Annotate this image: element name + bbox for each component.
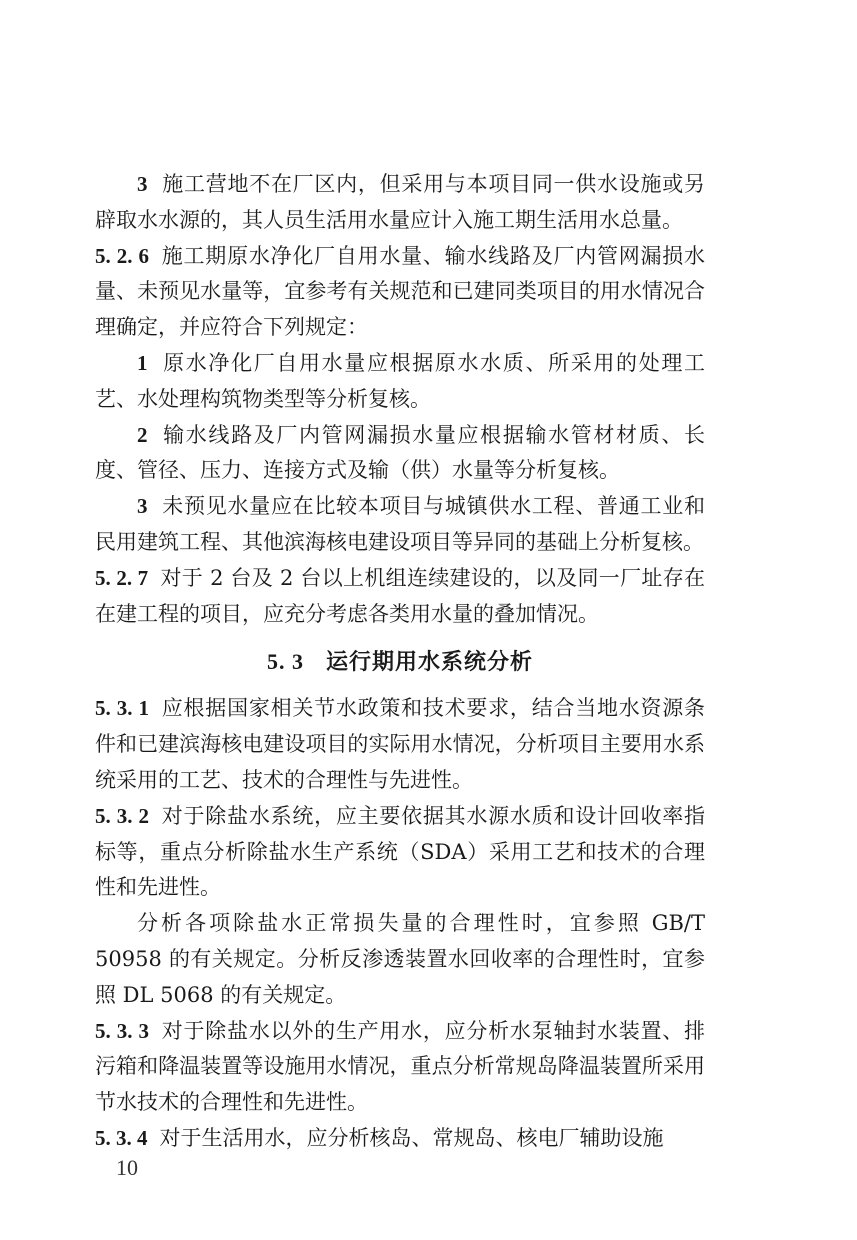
- clause-number: 5. 3. 3: [95, 1018, 150, 1043]
- item-3-unforeseen-water: [95, 489, 705, 561]
- item-text: 未预见水量应在比较本项目与城镇供水工程、普通工业和民用建筑工程、其他滨海核电建设项目等异同的基础上分析复核。: [95, 494, 705, 554]
- item-text: 输水线路及厂内管网漏损水量应根据输水管材材质、长度、管径、压力、连接方式及输（供）水量等分析复核。: [95, 422, 705, 483]
- item-number: 3: [137, 494, 148, 519]
- item-number: 3: [137, 172, 148, 196]
- section-number: 5. 3: [266, 649, 304, 675]
- item-number: 2: [137, 422, 148, 447]
- clause-text: 应根据国家相关节水政策和技术要求，结合当地水资源条件和已建滨海核电建设项目的实际用水情况，分析项目主要用水系统采用的工艺、技术的合理性与先进性。: [95, 696, 706, 792]
- item-3-construction-camp: [95, 167, 705, 239]
- document-body: [95, 167, 705, 1157]
- clause-text: 对于生活用水，应分析核岛、常规岛、核电厂辅助设施: [159, 1125, 664, 1150]
- paragraph-desalinated-water-loss: [95, 906, 705, 1013]
- clause-text: 施工期原水净化厂自用水量、输水线路及厂内管网漏损水量、未预见水量等，宜参考有关规范和已建同类项目的用水情况合理确定，并应符合下列规定：: [95, 243, 706, 340]
- clause-number: 5. 3. 2: [95, 803, 150, 828]
- clause-5-2-7: [95, 561, 705, 633]
- clause-number: 5. 3. 4: [95, 1125, 148, 1150]
- section-title: 运行期用水系统分析: [325, 650, 533, 676]
- clause-text: 对于除盐水系统，应主要依据其水源水质和设计回收率指标等，重点分析除盐水生产系统（SDA）采用工艺和技术的合理性和先进性。: [95, 803, 706, 900]
- item-1-purification-plant: [95, 346, 705, 418]
- clause-5-2-6: [95, 239, 705, 346]
- item-text: 施工营地不在厂区内，但采用与本项目同一供水设施或另辟取水水源的，其人员生活用水量应计入施工期生活用水总量。: [95, 172, 705, 232]
- clause-text: 对于除盐水以外的生产用水，应分析水泵轴封水装置、排污箱和降温装置等设施用水情况，重点分析常规岛降温装置所采用节水技术的合理性和先进性。: [95, 1018, 706, 1115]
- clause-number: 5. 2. 7: [95, 565, 149, 590]
- clause-5-3-2: [95, 799, 705, 906]
- clause-5-3-3: [95, 1014, 705, 1121]
- clause-5-3-1: [95, 691, 705, 798]
- clause-5-3-4: [95, 1121, 705, 1157]
- item-text: 原水净化厂自用水量应根据原水水质、所采用的处理工艺、水处理构筑物类型等分析复核。: [95, 350, 705, 411]
- item-2-pipeline-leakage: [95, 418, 705, 490]
- section-heading-5-3: [95, 644, 705, 681]
- clause-number: 5. 2. 6: [95, 243, 150, 268]
- clause-number: 5. 3. 1: [95, 696, 150, 721]
- clause-text: 对于 2 台及 2 台以上机组连续建设的，以及同一厂址存在在建工程的项目，应充分考虑各类用水量的叠加情况。: [95, 565, 706, 626]
- page-number: 10: [116, 1155, 138, 1180]
- item-number: 1: [137, 350, 148, 375]
- paragraph-text: 分析各项除盐水正常损失量的合理性时，宜参照 GB/T 50958 的有关规定。分析反渗透装置水回收率的合理性时，宜参照 DL 5068 的有关规定。: [95, 911, 705, 1007]
